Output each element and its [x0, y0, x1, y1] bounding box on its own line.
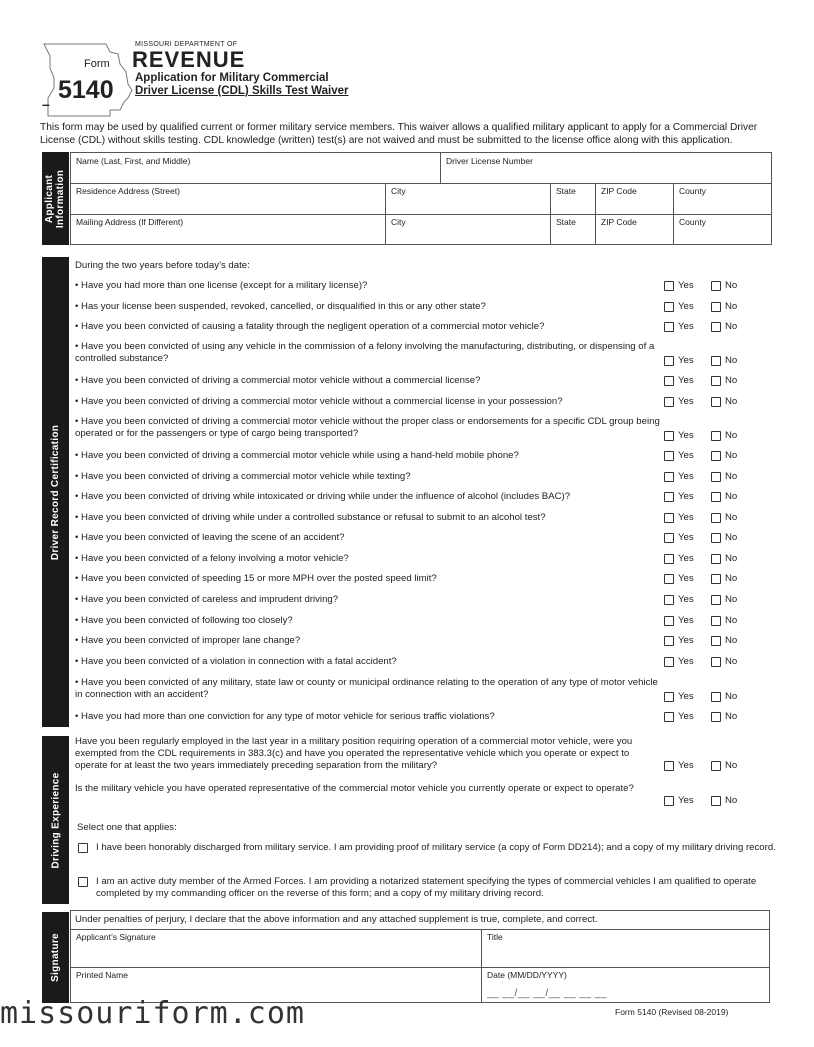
- checkbox[interactable]: [711, 397, 721, 407]
- applicant-signature-field[interactable]: Applicant’s Signature: [76, 932, 156, 942]
- experience-q2-no[interactable]: No: [711, 795, 737, 807]
- dl-number-field[interactable]: Driver License Number: [440, 153, 773, 183]
- record-q1-no[interactable]: No: [711, 280, 737, 292]
- record-question-4: • Have you been convicted of using any vehicle in the commission of a felony involving the manufacturing, distributing, or dispensing of a controlled substance? Yes No: [75, 341, 738, 366]
- checkbox[interactable]: [664, 302, 674, 312]
- footer-brand: missouriform.com: [0, 996, 305, 1031]
- form-title: [135, 72, 348, 98]
- checkbox[interactable]: [664, 513, 674, 523]
- applicant-grid: [70, 152, 772, 245]
- intro-text: This form may be used by qualified current or former military service members. This waiver allows a qualified military applicant to apply for a Commercial Driver License (CDL) without skills testing. CDL knowledge (written) test(s) are not waived and must be submitted to the license office along with this application.: [40, 122, 758, 146]
- date-mask: __ __/__ __/__ __ __ __: [487, 988, 607, 999]
- record-q15-no[interactable]: No: [711, 594, 737, 606]
- record-q9-yes[interactable]: Yes: [664, 471, 694, 483]
- checkbox[interactable]: [664, 356, 674, 366]
- dash-mark: –: [42, 96, 50, 112]
- record-question-15: • Have you been convicted of careless and imprudent driving? Yes No: [75, 594, 738, 605]
- checkbox[interactable]: [711, 595, 721, 605]
- record-q7-no[interactable]: No: [711, 430, 737, 442]
- form-number: 5140: [58, 76, 114, 104]
- mailing-zip-field[interactable]: ZIP Code: [595, 214, 673, 245]
- record-q6-yes[interactable]: Yes: [664, 396, 694, 408]
- mailing-address-field[interactable]: Mailing Address (If Different): [76, 217, 184, 227]
- record-q3-yes[interactable]: Yes: [664, 321, 694, 333]
- record-question-10: • Have you been convicted of driving while intoxicated or driving while under the influence of alcohol (includes BAC)? Yes No: [75, 491, 738, 502]
- mailing-state-field[interactable]: State: [550, 214, 595, 245]
- record-q14-yes[interactable]: Yes: [664, 573, 694, 585]
- record-question-5: • Have you been convicted of driving a commercial motor vehicle without a commercial license? Yes No: [75, 375, 738, 386]
- date-field[interactable]: Date (MM/DD/YYYY) __ __/__ __/__ __ __ __: [481, 967, 771, 1003]
- perjury-declaration: Under penalties of perjury, I declare that the above information and any attached supplement is true, complete, and correct.: [75, 914, 598, 925]
- record-q8-yes[interactable]: Yes: [664, 450, 694, 462]
- record-question-18: • Have you been convicted of a violation in connection with a fatal accident? Yes No: [75, 656, 738, 667]
- checkbox[interactable]: [664, 595, 674, 605]
- checkbox[interactable]: [711, 657, 721, 667]
- record-q15-yes[interactable]: Yes: [664, 594, 694, 606]
- record-question-14: • Have you been convicted of speeding 15 or more MPH over the posted speed limit? Yes No: [75, 573, 738, 584]
- record-q18-yes[interactable]: Yes: [664, 656, 694, 668]
- mailing-county-field[interactable]: County: [673, 214, 773, 245]
- checkbox[interactable]: [711, 472, 721, 482]
- signature-section-label: Signature: [42, 912, 69, 1003]
- checkbox[interactable]: [664, 574, 674, 584]
- revenue-logo: REVENUE: [132, 47, 246, 72]
- checkbox[interactable]: [711, 281, 721, 291]
- record-q2-no[interactable]: No: [711, 301, 737, 313]
- checkbox[interactable]: [711, 302, 721, 312]
- record-question-11: • Have you been convicted of driving while under a controlled substance or refusal to submit to an alcohol test? Yes No: [75, 512, 738, 523]
- record-question-13: • Have you been convicted of a felony involving a motor vehicle? Yes No: [75, 553, 738, 564]
- checkbox[interactable]: [664, 554, 674, 564]
- record-question-9: • Have you been convicted of driving a commercial motor vehicle while texting? Yes No: [75, 471, 738, 482]
- checkbox[interactable]: [664, 692, 674, 702]
- form-word: Form: [84, 58, 110, 70]
- record-q3-no[interactable]: No: [711, 321, 737, 333]
- checkbox[interactable]: [664, 636, 674, 646]
- checkbox[interactable]: [711, 574, 721, 584]
- mailing-city-field[interactable]: City: [385, 214, 550, 245]
- record-q1-yes[interactable]: Yes: [664, 280, 694, 292]
- record-q13-no[interactable]: No: [711, 553, 737, 565]
- record-q19-no[interactable]: No: [711, 691, 737, 703]
- residence-county-field[interactable]: County: [673, 183, 773, 214]
- record-q6-no[interactable]: No: [711, 396, 737, 408]
- experience-q2-yes[interactable]: Yes: [664, 795, 694, 807]
- checkbox[interactable]: [664, 712, 674, 722]
- record-q5-yes[interactable]: Yes: [664, 375, 694, 387]
- checkbox[interactable]: [711, 712, 721, 722]
- record-question-19: • Have you been convicted of any military, state law or county or municipal ordinance relating to the operation of any type of motor vehicle in connection with an accident? Yes No: [75, 677, 738, 702]
- record-q7-yes[interactable]: Yes: [664, 430, 694, 442]
- record-question-8: • Have you been convicted of driving a commercial motor vehicle while using a hand-held mobile phone? Yes No: [75, 450, 738, 461]
- residence-address-field[interactable]: Residence Address (Street): [76, 186, 180, 196]
- checkbox[interactable]: [664, 431, 674, 441]
- record-q16-yes[interactable]: Yes: [664, 615, 694, 627]
- checkbox[interactable]: [711, 636, 721, 646]
- record-q2-yes[interactable]: Yes: [664, 301, 694, 313]
- residence-state-field[interactable]: State: [550, 183, 595, 214]
- checkbox[interactable]: [664, 616, 674, 626]
- checkbox[interactable]: [664, 796, 674, 806]
- checkbox[interactable]: [711, 796, 721, 806]
- signature-grid: [70, 910, 770, 1003]
- checkbox[interactable]: [711, 554, 721, 564]
- checkbox[interactable]: [78, 843, 88, 853]
- record-q18-no[interactable]: No: [711, 656, 737, 668]
- record-question-16: • Have you been convicted of following too closely? Yes No: [75, 615, 738, 626]
- record-q9-no[interactable]: No: [711, 471, 737, 483]
- checkbox[interactable]: [664, 472, 674, 482]
- record-q11-no[interactable]: No: [711, 512, 737, 524]
- record-q10-yes[interactable]: Yes: [664, 491, 694, 503]
- title-field[interactable]: Title: [481, 929, 771, 967]
- checkbox[interactable]: [711, 616, 721, 626]
- driver-record-questions: [75, 258, 775, 728]
- residence-city-field[interactable]: City: [385, 183, 550, 214]
- residence-zip-field[interactable]: ZIP Code: [595, 183, 673, 214]
- record-q11-yes[interactable]: Yes: [664, 512, 694, 524]
- record-q4-yes[interactable]: Yes: [664, 355, 694, 367]
- record-q20-yes[interactable]: Yes: [664, 711, 694, 723]
- checkbox[interactable]: [78, 877, 88, 887]
- checkbox[interactable]: [711, 322, 721, 332]
- driver-record-section-label: Driver Record Certification: [42, 257, 69, 727]
- record-q16-no[interactable]: No: [711, 615, 737, 627]
- checkbox[interactable]: [711, 492, 721, 502]
- record-question-7: • Have you been convicted of driving a commercial motor vehicle without the proper class or endorsements for a specific CDL group being operated or for the passengers or type of cargo being transported? Yes No: [75, 416, 738, 441]
- record-q8-no[interactable]: No: [711, 450, 737, 462]
- driving-experience-section-label: Driving Experience: [42, 736, 69, 904]
- record-question-17: • Have you been convicted of improper lane change? Yes No: [75, 635, 738, 646]
- record-q10-no[interactable]: No: [711, 491, 737, 503]
- form-revision: Form 5140 (Revised 08-2019): [615, 1007, 729, 1017]
- checkbox[interactable]: [711, 692, 721, 702]
- checkbox[interactable]: [664, 657, 674, 667]
- checkbox[interactable]: [711, 513, 721, 523]
- checkbox[interactable]: [664, 281, 674, 291]
- record-q13-yes[interactable]: Yes: [664, 553, 694, 565]
- record-question-3: • Have you been convicted of causing a fatality through the negligent operation of a commercial motor vehicle? Yes No: [75, 321, 738, 332]
- record-q14-no[interactable]: No: [711, 573, 737, 585]
- record-q12-yes[interactable]: Yes: [664, 532, 694, 544]
- title-line-1: Application for Military Commercial: [135, 72, 329, 84]
- record-q17-no[interactable]: No: [711, 635, 737, 647]
- checkbox[interactable]: [664, 492, 674, 502]
- select-one-label: Select one that applies:: [77, 822, 177, 833]
- checkbox[interactable]: [664, 322, 674, 332]
- checkbox[interactable]: [711, 431, 721, 441]
- checkbox[interactable]: [711, 761, 721, 771]
- record-question-12: • Have you been convicted of leaving the scene of an accident? Yes No: [75, 532, 738, 543]
- checkbox[interactable]: [664, 397, 674, 407]
- record-q17-yes[interactable]: Yes: [664, 635, 694, 647]
- name-field[interactable]: Name (Last, First, and Middle): [76, 156, 191, 166]
- record-question-6: • Have you been convicted of driving a commercial motor vehicle without a commercial license in your possession? Yes No: [75, 396, 738, 407]
- record-question-20: • Have you had more than one conviction for any type of motor vehicle for serious traffic violations? Yes No: [75, 711, 738, 722]
- checkbox[interactable]: [711, 376, 721, 386]
- form-header: [40, 38, 400, 118]
- record-question-2: • Has your license been suspended, revoked, cancelled, or disqualified in this or any other state? Yes No: [75, 301, 738, 312]
- checkbox[interactable]: [664, 533, 674, 543]
- title-line-2: Driver License (CDL) Skills Test Waiver: [135, 85, 349, 97]
- experience-q1-yes[interactable]: Yes: [664, 760, 694, 772]
- applicant-section-label: Applicant Information: [42, 152, 69, 245]
- department-name: MISSOURI DEPARTMENT OF: [135, 41, 238, 48]
- printed-name-field[interactable]: Printed Name: [76, 970, 128, 980]
- record-question-1: • Have you had more than one license (except for a military license)? Yes No: [75, 280, 738, 291]
- checkbox[interactable]: [664, 761, 674, 771]
- experience-q1-no[interactable]: No: [711, 760, 737, 772]
- experience-question-2: Is the military vehicle you have operated representative of the commercial motor vehicle you currently operate or expect to operate? Yes No: [75, 783, 738, 806]
- checkbox[interactable]: [711, 451, 721, 461]
- record-q12-no[interactable]: No: [711, 532, 737, 544]
- checkbox[interactable]: [664, 376, 674, 386]
- record-q20-no[interactable]: No: [711, 711, 737, 723]
- record-q5-no[interactable]: No: [711, 375, 737, 387]
- record-q19-yes[interactable]: Yes: [664, 691, 694, 703]
- experience-question-1: Have you been regularly employed in the last year in a military position requiring operation of a commercial motor vehicle, were you exempted from the CDL requirements in 383.3(c) and have you operated the representative vehicle which you operate or expect to operate for at least the two years immediately preceding separation from the military? Yes No: [75, 736, 738, 771]
- checkbox[interactable]: [711, 356, 721, 366]
- record-q4-no[interactable]: No: [711, 355, 737, 367]
- checkbox[interactable]: [711, 533, 721, 543]
- driver-record-intro: During the two years before today’s date:: [75, 260, 250, 271]
- checkbox[interactable]: [664, 451, 674, 461]
